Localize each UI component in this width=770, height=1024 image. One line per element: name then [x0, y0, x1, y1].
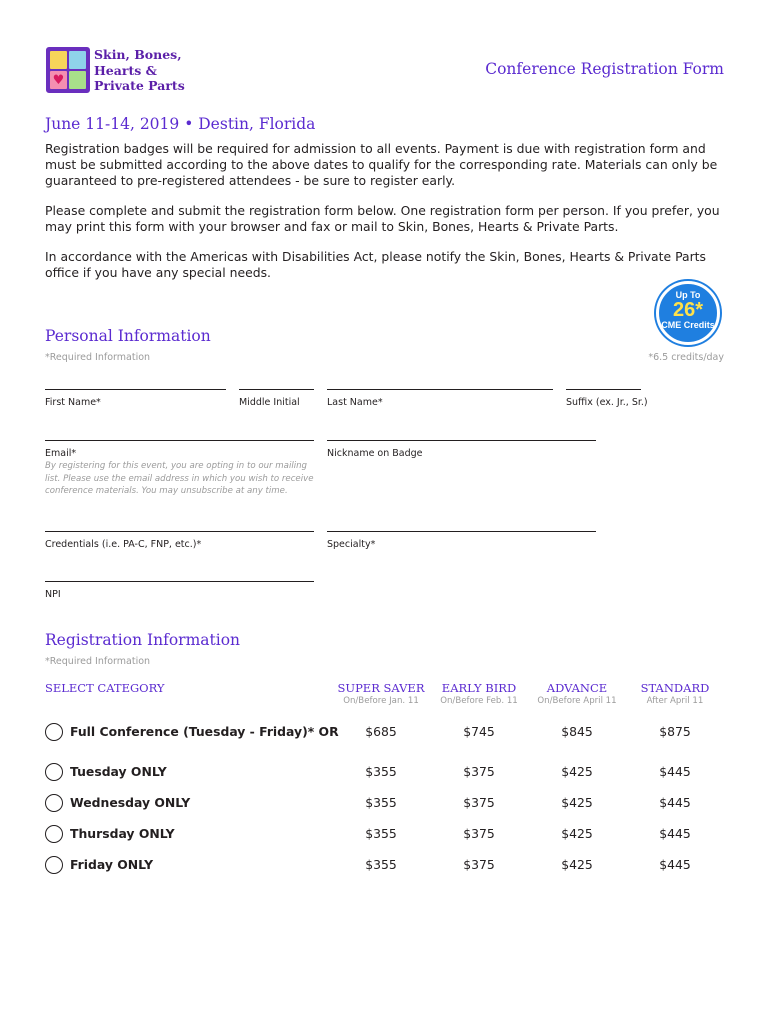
price-super-saver: $355	[365, 795, 397, 810]
npi-label: NPI	[45, 589, 61, 600]
credits-per-day-note: *6.5 credits/day	[648, 352, 724, 363]
price-early-bird: $745	[463, 724, 495, 739]
price-standard: $445	[659, 857, 691, 872]
col-early-bird: EARLY BIRD	[441, 681, 517, 695]
email-field[interactable]	[45, 440, 314, 441]
col-standard-date: After April 11	[646, 696, 704, 706]
row-label-thursday: Thursday ONLY	[70, 826, 175, 841]
first-name-field[interactable]	[45, 389, 226, 390]
logo	[46, 47, 216, 97]
cme-credits-badge	[656, 281, 720, 345]
badge-line-1: Up To	[675, 290, 701, 300]
col-super-saver: SUPER SAVER	[337, 681, 425, 695]
last-name-label: Last Name*	[327, 397, 383, 408]
row-label-friday: Friday ONLY	[70, 857, 154, 872]
npi-field[interactable]	[45, 581, 314, 582]
specialty-field[interactable]	[327, 531, 596, 532]
personal-required-note: *Required Information	[45, 352, 151, 363]
price-early-bird: $375	[463, 764, 495, 779]
col-early-bird-date: On/Before Feb. 11	[440, 696, 518, 706]
email-label: Email*	[45, 448, 77, 459]
intro-paragraph-submit: Please complete and submit the registration form below. One registration form per person. If you prefer, you may print this form with your browser and fax or mail to Skin, Bones, Hearts & Private Parts.	[45, 203, 720, 234]
price-standard: $445	[659, 795, 691, 810]
price-advance: $425	[561, 795, 593, 810]
price-super-saver: $355	[365, 857, 397, 872]
specialty-label: Specialty*	[327, 539, 376, 550]
suffix-field[interactable]	[566, 389, 641, 390]
radio-full-conference[interactable]	[45, 723, 63, 741]
price-super-saver: $685	[365, 724, 397, 739]
middle-initial-label: Middle Initial	[239, 397, 300, 408]
first-name-label: First Name*	[45, 397, 101, 408]
suffix-label: Suffix (ex. Jr., Sr.)	[566, 397, 648, 408]
nickname-field[interactable]	[327, 440, 596, 441]
price-standard: $445	[659, 826, 691, 841]
intro-paragraph-payment: Registration badges will be required for admission to all events. Payment is due with registration form and must be submitted according to the above dates to qualify for the corresponding rate. Materials can only be guaranteed to pre-registered attendees - be sure to register early.	[45, 141, 718, 188]
price-advance: $425	[561, 764, 593, 779]
price-super-saver: $355	[365, 764, 397, 779]
logo-text: Skin, Bones, Hearts & Private Parts	[94, 47, 185, 93]
radio-wednesday[interactable]	[45, 794, 63, 812]
nickname-label: Nickname on Badge	[327, 448, 423, 459]
last-name-field[interactable]	[327, 389, 553, 390]
logo-mark-icon: ♥	[46, 47, 90, 93]
price-advance: $425	[561, 857, 593, 872]
price-early-bird: $375	[463, 826, 495, 841]
row-label-tuesday: Tuesday ONLY	[70, 764, 167, 779]
registration-required-note: *Required Information	[45, 656, 151, 667]
price-advance: $425	[561, 826, 593, 841]
price-early-bird: $375	[463, 857, 495, 872]
col-standard: STANDARD	[640, 681, 710, 695]
intro-paragraph-ada: In accordance with the Americas with Disabilities Act, please notify the Skin, Bones, Hearts & Private Parts office if you have any special needs.	[45, 249, 706, 280]
credentials-label: Credentials (i.e. PA-C, FNP, etc.)*	[45, 539, 202, 550]
price-standard: $445	[659, 764, 691, 779]
row-label-wednesday: Wednesday ONLY	[70, 795, 191, 810]
price-standard: $875	[659, 724, 691, 739]
row-label-full-conference: Full Conference (Tuesday - Friday)* OR	[70, 724, 339, 739]
form-title: Conference Registration Form	[485, 60, 724, 78]
radio-friday[interactable]	[45, 856, 63, 874]
registration-info-title: Registration Information	[45, 631, 241, 649]
badge-line-3: CME Credits	[661, 320, 715, 330]
badge-credits-number: 26*	[672, 299, 704, 321]
middle-initial-field[interactable]	[239, 389, 314, 390]
col-advance: ADVANCE	[546, 681, 608, 695]
price-advance: $845	[561, 724, 593, 739]
email-opt-in-hint: By registering for this event, you are opting in to our mailing list. Please use the email address in which you wish to receive conference materials. You may unsubscribe at any time.	[45, 461, 314, 496]
price-super-saver: $355	[365, 826, 397, 841]
price-early-bird: $375	[463, 795, 495, 810]
credentials-field[interactable]	[45, 531, 314, 532]
radio-tuesday[interactable]	[45, 763, 63, 781]
col-super-saver-date: On/Before Jan. 11	[343, 696, 419, 706]
select-category-heading: SELECT CATEGORY	[45, 681, 165, 695]
col-advance-date: On/Before April 11	[537, 696, 617, 706]
event-date-location: June 11-14, 2019 • Destin, Florida	[45, 115, 316, 133]
radio-thursday[interactable]	[45, 825, 63, 843]
personal-info-title: Personal Information	[45, 327, 211, 345]
